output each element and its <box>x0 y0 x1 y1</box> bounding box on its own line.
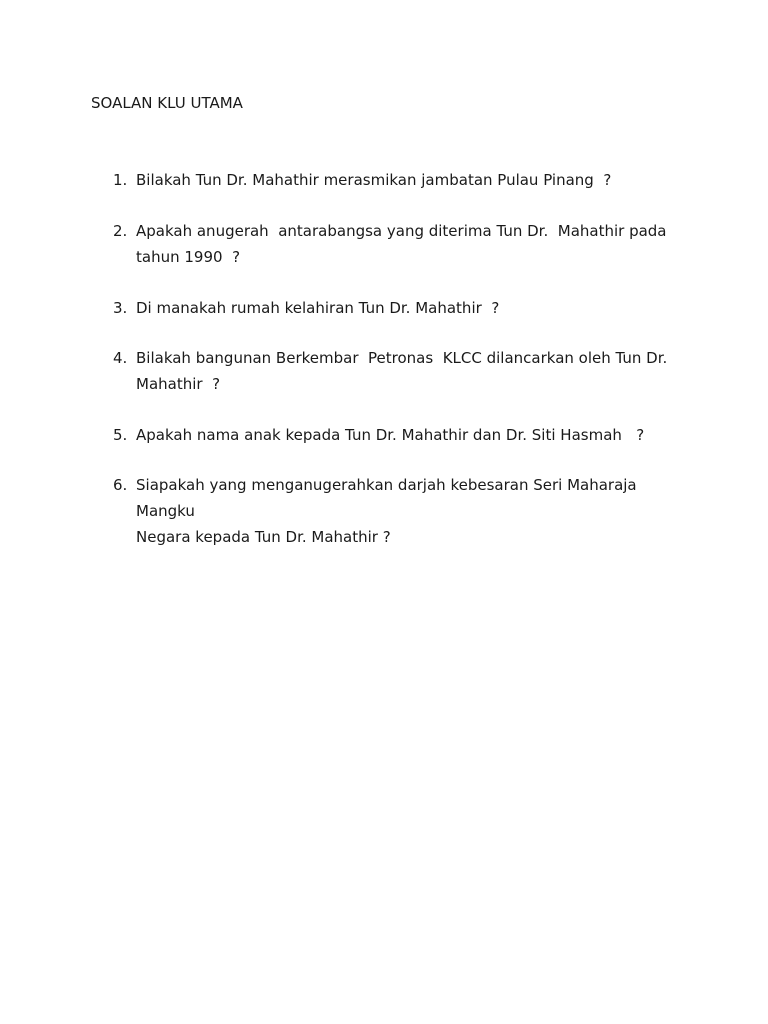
question-text: Di manakah rumah kelahiran Tun Dr. Mahathir ? <box>136 299 500 317</box>
question-item <box>113 345 693 397</box>
question-text: Bilakah Tun Dr. Mahathir merasmikan jambatan Pulau Pinang ? <box>136 171 612 189</box>
question-item <box>113 295 693 321</box>
question-item <box>113 472 693 550</box>
document-title: SOALAN KLU UTAMA <box>91 94 243 112</box>
question-number: 5. <box>113 426 128 444</box>
question-text: Siapakah yang menganugerahkan darjah kebesaran Seri Maharaja Mangku Negara kepada Tun Dr. Mahathir ? <box>136 476 637 546</box>
question-text: Apakah nama anak kepada Tun Dr. Mahathir dan Dr. Siti Hasmah ? <box>136 426 645 444</box>
question-number: 2. <box>113 222 128 240</box>
question-text: Apakah anugerah antarabangsa yang diterima Tun Dr. Mahathir pada tahun 1990 ? <box>136 222 667 266</box>
question-number: 4. <box>113 349 128 367</box>
question-text: Bilakah bangunan Berkembar Petronas KLCC dilancarkan oleh Tun Dr. Mahathir ? <box>136 349 668 393</box>
question-item <box>113 167 693 193</box>
question-item <box>113 422 693 448</box>
question-number: 1. <box>113 171 128 189</box>
question-number: 3. <box>113 299 128 317</box>
question-item <box>113 218 693 270</box>
question-number: 6. <box>113 476 128 494</box>
